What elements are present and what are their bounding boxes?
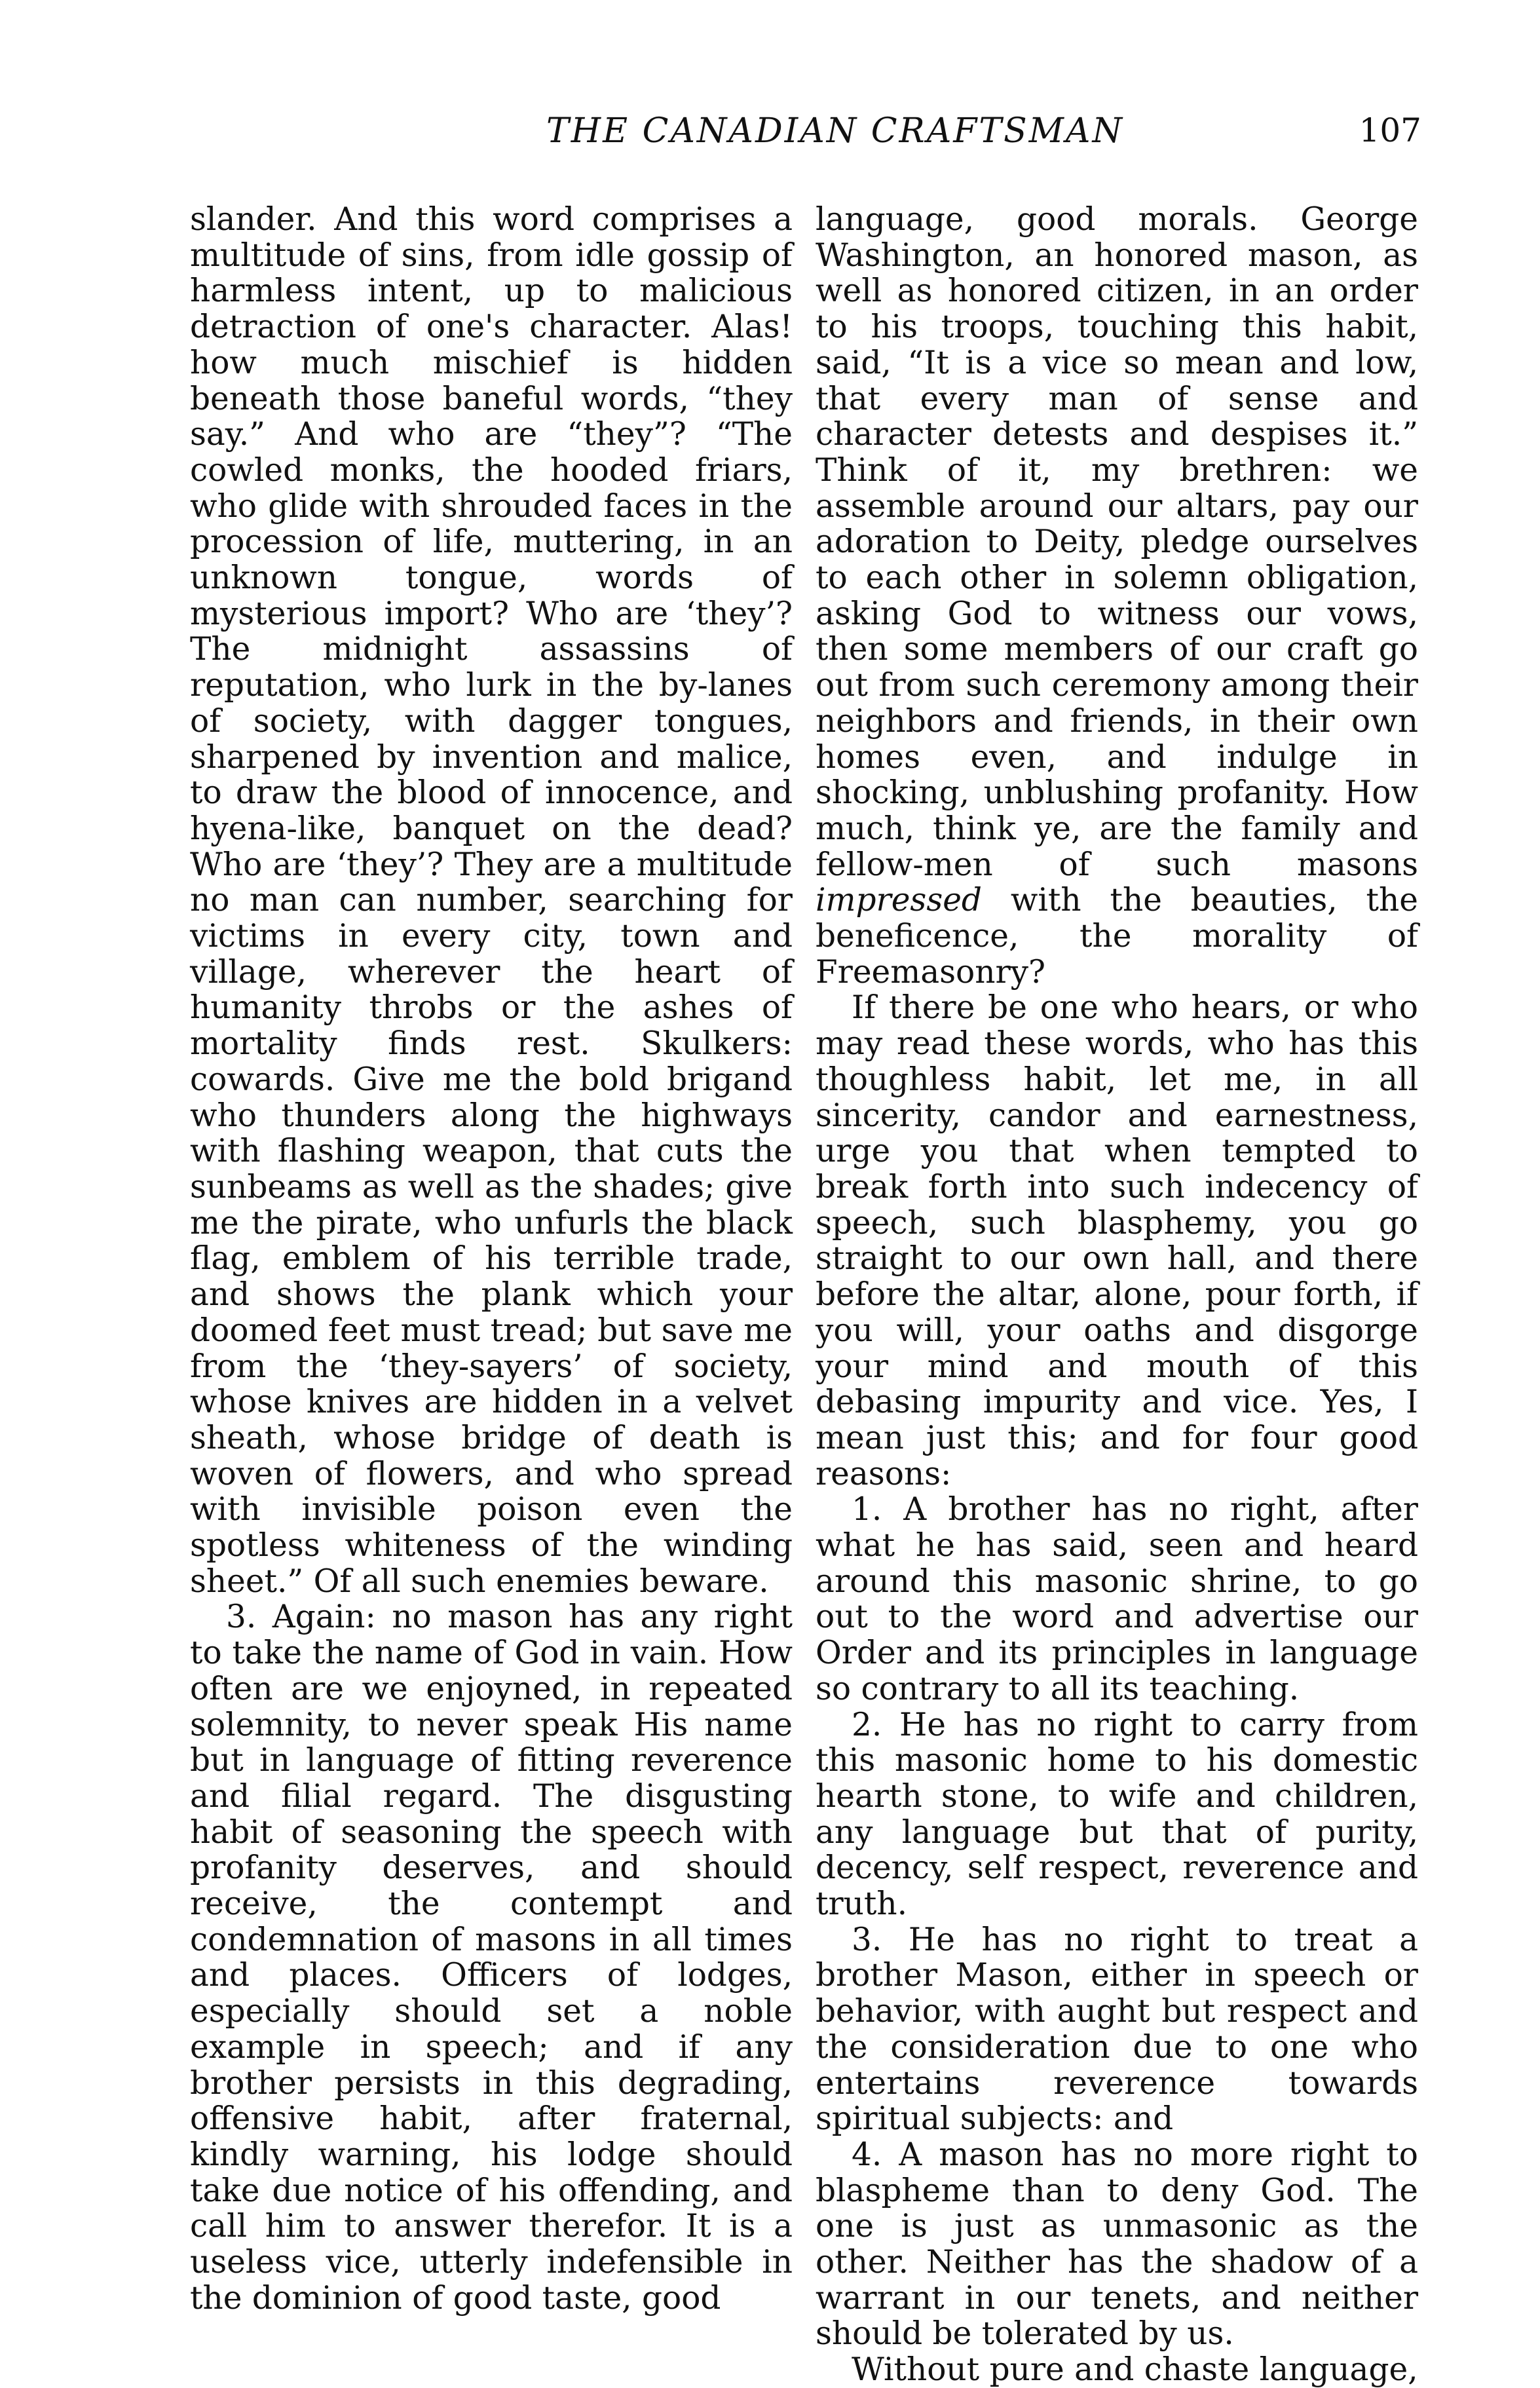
paragraph: Without pure and chaste language, (852, 2351, 1418, 2388)
right-column (816, 202, 1418, 2388)
text-run: with the beauties, the beneficence, the morality of Freemasonry? (816, 882, 1418, 991)
paragraph: 3. Again: no mason has any right to take the name of God in vain. How often are we enjoyned, in repeated solemnity, to never speak His name but in language of fitting reverence and filial regard. The disgusting habit of seasoning the speech with profanity deserves, and should receive, the contempt and condemnation of masons in all times and places. Officers of lodges, especially should set a noble example in speech; and if any brother persists in this degrading, offensive habit, after fraternal, kindly warning, his lodge should take due notice of his offending, and call him to answer therefor. It is a useless vice, utterly indefensible in the dominion of good taste, good (190, 1599, 793, 2317)
paragraph: slander. And this word comprises a multitude of sins, from idle gossip of harmless intent, up to malicious detraction of one's character. Alas! how much mischief is hidden beneath those baneful words, “they say.” And who are “they”? “The cowled monks, the hooded friars, who glide with shrouded faces in the procession of life, muttering, in an unknown tongue, words of mysterious import? Who are ‘they’? The midnight assassins of reputation, who lurk in the by-lanes of society, with dagger tongues, sharpened by invention and malice, to draw the blood of innocence, and hyena-like, banquet on the dead? Who are ‘they’? They are a multitude no man can number, searching for victims in every city, town and village, wherever the heart of humanity throbs or the ashes of mortality finds rest. Skulkers: cowards. Give me the bold brigand who thunders along the highways with flashing weapon, that cuts the sunbeams as well as the shades; give me the pirate, who unfurls the black flag, emblem of his terrible trade, and shows the plank which your doomed feet must tread; but save me from the ‘they-sayers’ of society, whose knives are hidden in a velvet sheath, whose bridge of death is woven of flowers, and who spread with invisible poison even the spotless whiteness of the winding sheet.” Of all such enemies beware. (190, 201, 793, 1600)
left-column (190, 202, 793, 2316)
paragraph: 2. He has no right to carry from this masonic home to his domestic hearth stone, to wife and children, any language but that of purity, decency, self respect, reverence and truth. (816, 1706, 1418, 1923)
text-run: language, good morals. George Washington, an honored mason, as well as honored citizen, in an order to his troops, touching this habit, said, “It is a vice so mean and low, that every man of sense and character detests and despises it.” Think of it, my brethren: we assemble around our altars, pay our adoration to Deity, pledge ourselves to each other in solemn obligation, asking God to witness our vows, then some members of our craft go out from such ceremony among their neighbors and friends, in their own homes even, and indulge in shocking, unblushing profanity. How much, think ye, are the family and fellow-men of such masons (816, 201, 1418, 883)
page-number: 107 (1359, 111, 1421, 149)
running-title: THE CANADIAN CRAFTSMAN (546, 111, 1124, 151)
paragraph (816, 202, 1418, 990)
paragraph: If there be one who hears, or who may read these words, who has this thoughless habit, let me, in all sincerity, candor and earnestness, urge you that when tempted to break forth into such indecency of speech, such blasphemy, you go straight to our own hall, and there before the altar, alone, pour forth, if you will, your oaths and disgorge your mind and mouth of this debasing impurity and vice. Yes, I mean just this; and for four good reasons: (816, 989, 1418, 1492)
italic-word: impressed (816, 882, 982, 919)
page-header (190, 111, 1435, 164)
paragraph: 4. A mason has no more right to blaspheme than to deny God. The one is just as unmasonic as the other. Neither has the shadow of a warrant in our tenets, and neither should be tolerated by us. (816, 2136, 1418, 2353)
paragraph: 1. A brother has no right, after what he has said, seen and heard around this masonic shrine, to go out to the word and advertise our Order and its principles in language so contrary to all its teaching. (816, 1491, 1418, 1707)
paragraph: 3. He has no right to treat a brother Mason, either in speech or behavior, with aught but respect and the consideration due to one who entertains reverence towards spiritual subjects: and (816, 1921, 1418, 2138)
